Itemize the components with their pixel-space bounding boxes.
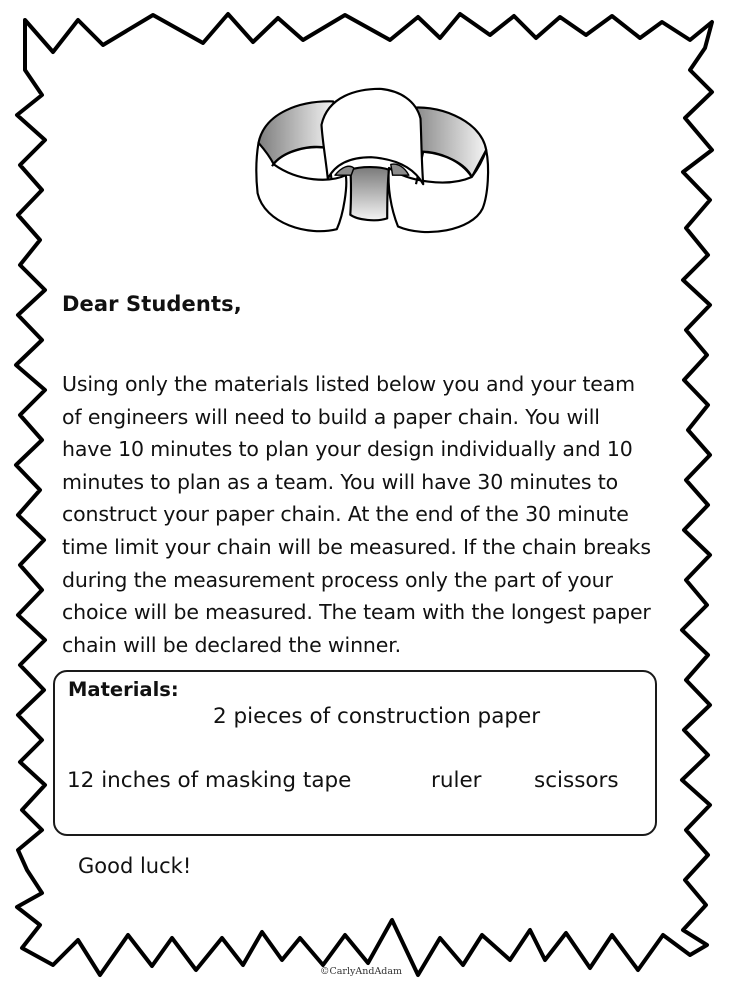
sign-off: Good luck! (78, 854, 192, 878)
materials-title: Materials: (68, 678, 179, 701)
instructions-line: chain will be declared the winner. (62, 632, 401, 657)
instructions-line: choice will be measured. The team with the longest paper (62, 600, 651, 625)
material-ruler: ruler (431, 768, 482, 793)
instructions-line: time limit your chain will be measured. If the chain breaks (62, 534, 651, 559)
material-masking-tape: 12 inches of masking tape (67, 768, 352, 793)
copyright-notice: ©CarlyAndAdam (320, 966, 403, 977)
instructions-line: Using only the materials listed below you and your team (62, 372, 635, 396)
instructions-line: construct your paper chain. At the end of the 30 minute (62, 502, 629, 527)
paper-chain-icon (236, 78, 506, 258)
instructions-paragraph (62, 368, 682, 661)
instructions-line: minutes to plan as a team. You will have 30 minutes to (62, 469, 619, 494)
instructions-line: have 10 minutes to plan your design individually and 10 (62, 437, 633, 462)
instructions-line: of engineers will need to build a paper chain. You will (62, 404, 600, 429)
materials-box (53, 670, 657, 836)
instructions-line: during the measurement process only the part of your (62, 567, 613, 592)
greeting: Dear Students, (62, 292, 242, 316)
material-scissors: scissors (534, 768, 619, 793)
material-construction-paper: 2 pieces of construction paper (213, 704, 541, 729)
